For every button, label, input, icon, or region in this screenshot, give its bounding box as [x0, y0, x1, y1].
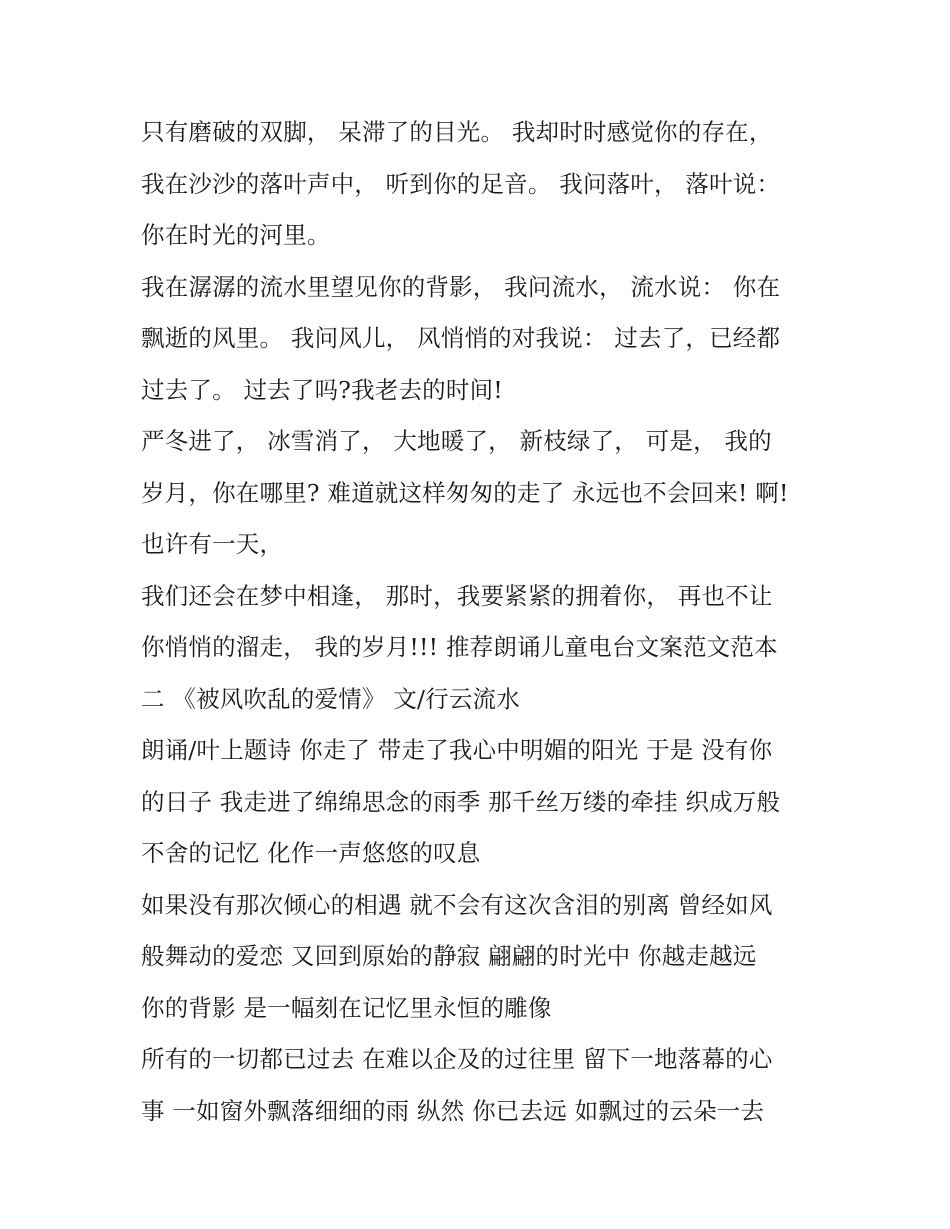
- text-line: 如果没有那次倾心的相遇 就不会有这次含泪的别离 曾经如风: [141, 890, 773, 919]
- text-line: 你的背影 是一幅刻在记忆里永恒的雕像: [141, 993, 552, 1022]
- text-line: 朗诵/叶上题诗 你走了 带走了我心中明媚的阳光 于是 没有你: [141, 736, 773, 764]
- text-line: 岁月，你在哪里? 难道就这样匆匆的走了 永远也不会回来! 啊!: [141, 478, 789, 507]
- text-line: 严冬进了， 冰雪消了， 大地暖了， 新枝绿了， 可是， 我的: [141, 427, 772, 455]
- text-line: 只有磨破的双脚， 呆滞了的目光。 我却时时感觉你的存在，: [141, 118, 773, 146]
- text-line: 事 一如窗外飘落细细的雨 纵然 你已去远 如飘过的云朵一去: [141, 1096, 765, 1125]
- text-line: 所有的一切都已过去 在难以企及的过往里 留下一地落幕的心: [141, 1045, 773, 1073]
- text-line: 我在沙沙的落叶声中， 听到你的足音。 我问落叶， 落叶说：: [141, 169, 781, 198]
- text-line: 你在时光的河里。: [141, 221, 331, 249]
- text-line: 你悄悄的溜走， 我的岁月!!! 推荐朗诵儿童电台文案范文范本: [141, 633, 778, 661]
- text-line: 我们还会在梦中相逢， 那时，我要紧紧的拥着你， 再也不让: [141, 581, 773, 610]
- text-line: 般舞动的爱恋 又回到原始的静寂 翩翩的时光中 你越走越远: [141, 942, 757, 970]
- text-line: 的日子 我走进了绵绵思念的雨季 那千丝万缕的牵挂 织成万般: [141, 787, 781, 816]
- document-body: [141, 107, 821, 1137]
- text-line: 不舍的记忆 化作一声悠悠的叹息: [141, 839, 481, 867]
- text-line: 过去了。 过去了吗?我老去的时间!: [141, 375, 503, 404]
- section-heading-line: 二 《被风吹乱的爱情》 文/行云流水: [141, 684, 520, 713]
- text-line: 也许有一天，: [141, 530, 284, 558]
- text-line: 我在潺潺的流水里望见你的背影， 我问流水， 流水说： 你在: [141, 272, 781, 301]
- text-line: 飘逝的风里。 我问风儿， 风悄悄的对我说： 过去了，已经都: [141, 324, 781, 352]
